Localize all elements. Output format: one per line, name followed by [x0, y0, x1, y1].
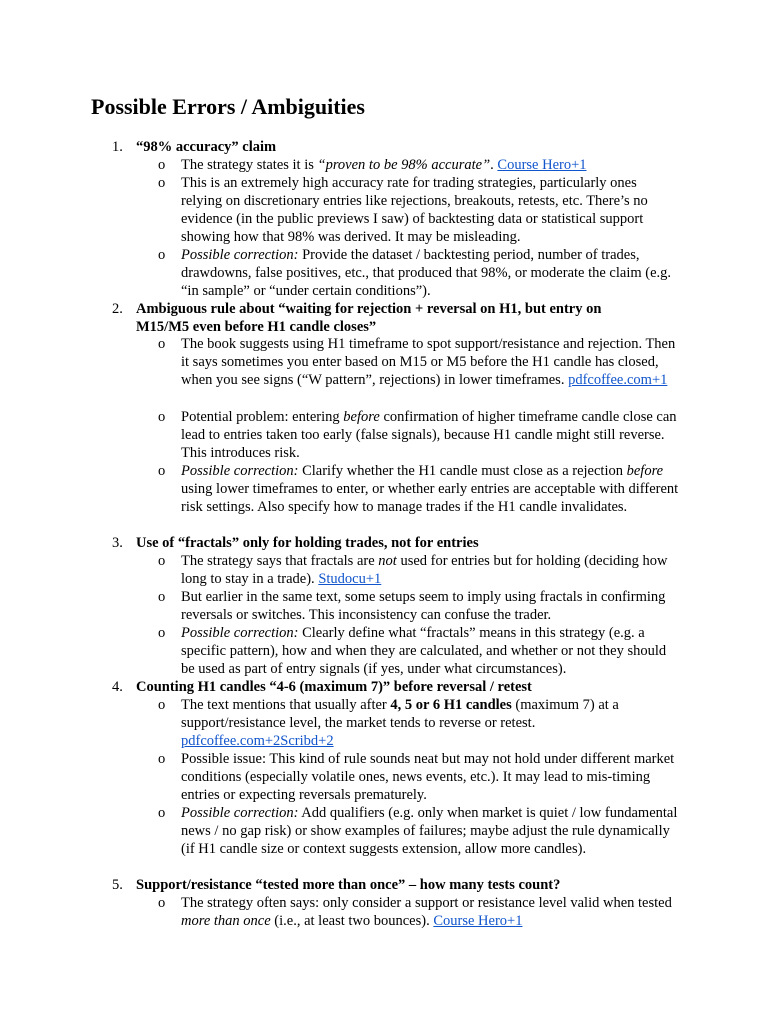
bullet-text — [181, 696, 681, 750]
item-heading: Use of “fractals” only for holding trades, not for entries — [136, 535, 479, 551]
bullet-text — [181, 156, 681, 174]
text-run: Add qualifiers (e.g. only when market is quiet / low fundamental news / no gap risk) or show examples of failures; maybe adjust the rule dynamically (if H1 candle size or context suggests extension, allow more candles). — [181, 805, 678, 857]
text-run: (i.e., at least two bounces). — [270, 913, 434, 929]
bullet-marker: o — [158, 157, 166, 173]
emphasis-text: before — [626, 463, 664, 479]
item-number: 1. — [112, 139, 123, 155]
text-run: This is an extremely high accuracy rate for trading strategies, particularly ones relying on discretionary entries like rejections, breakouts, retests, etc. There’s no evidence (in the public previews I saw) of backtesting data or statistical support showing how that 98% was derived. It may be misleading. — [181, 175, 648, 245]
source-link[interactable]: Course Hero+1 — [433, 913, 523, 929]
page-title: Possible Errors / Ambiguities — [91, 94, 365, 119]
bullet-text — [181, 804, 681, 858]
bullet-text — [181, 894, 681, 930]
text-run: The text mentions that usually after — [181, 697, 391, 713]
item-number: 2. — [112, 301, 123, 317]
text-run: Potential problem: entering — [181, 409, 344, 425]
item-heading: Support/resistance “tested more than once” – how many tests count? — [136, 877, 561, 893]
text-run: The strategy says that fractals are — [181, 553, 379, 569]
emphasis-text: “proven to be 98% accurate” — [317, 157, 491, 173]
source-link[interactable]: pdfcoffee.com+1 — [568, 372, 668, 388]
item-number: 4. — [112, 679, 123, 695]
bullet-marker: o — [158, 895, 166, 911]
emphasis-text: Possible correction: — [181, 463, 299, 479]
source-link[interactable]: Course Hero+1 — [497, 157, 587, 173]
source-link[interactable]: pdfcoffee.com+2Scribd+2 — [181, 733, 334, 749]
bullet-marker: o — [158, 625, 166, 641]
text-run: confirmation of higher timeframe candle close can lead to entries taken too early (false signals), because H1 candle might still reverse. This introduces risk. — [181, 409, 677, 461]
bullet-text — [181, 750, 681, 804]
text-run: The strategy states it is — [181, 157, 318, 173]
bullet-text — [181, 174, 681, 246]
text-run: using lower timeframes to enter, or whether early entries are acceptable with different risk settings. Also specify how to manage trades if the H1 candle invalidates. — [181, 481, 679, 515]
bullet-text — [181, 335, 681, 389]
bullet-marker: o — [158, 697, 166, 713]
bullet-text — [181, 588, 681, 624]
bullet-marker: o — [158, 553, 166, 569]
bullet-text — [181, 552, 681, 588]
bullet-marker: o — [158, 247, 166, 263]
text-run: Provide the dataset / backtesting period, number of trades, drawdowns, false positives, etc., that produced that 98%, or moderate the claim (e.g. “in sample” or “under certain conditions”). — [181, 247, 672, 299]
item-heading: “98% accuracy” claim — [136, 139, 277, 155]
item-number: 3. — [112, 535, 123, 551]
bullet-text — [181, 462, 681, 516]
text-run: Possible issue: This kind of rule sounds neat but may not hold under different market conditions (especially volatile ones, news events, etc.). It may lead to mis-timing entries or expecting reversals prematurely. — [181, 751, 675, 803]
text-run: . — [490, 157, 498, 173]
text-run: The book suggests using H1 timeframe to spot support/resistance and rejection. Then it says sometimes you enter based on M15 or M5 before the H1 candle has closed, when you see signs (“W pattern”, rejections) in lower timeframes. — [181, 336, 676, 388]
emphasis-text: Possible correction: — [181, 247, 299, 263]
bullet-marker: o — [158, 409, 166, 425]
source-link[interactable]: Studocu+1 — [318, 571, 382, 587]
bold-text: 4, 5 or 6 H1 candles — [390, 697, 512, 713]
bullet-marker: o — [158, 751, 166, 767]
bullet-marker: o — [158, 805, 166, 821]
bullet-marker: o — [158, 463, 166, 479]
text-run: But earlier in the same text, some setups seem to imply using fractals in confirming reversals or switches. This inconsistency can confuse the trader. — [181, 589, 666, 623]
item-heading: Counting H1 candles “4-6 (maximum 7)” before reversal / retest — [136, 679, 532, 695]
bullet-marker: o — [158, 336, 166, 352]
bullet-text — [181, 246, 681, 300]
emphasis-text: Possible correction: — [181, 805, 299, 821]
bullet-text — [181, 624, 681, 678]
emphasis-text: Possible correction: — [181, 625, 299, 641]
emphasis-text: more than once — [181, 913, 271, 929]
text-run: Clarify whether the H1 candle must close as a rejection — [298, 463, 627, 479]
bullet-text — [181, 408, 681, 462]
emphasis-text: before — [343, 409, 380, 425]
bullet-marker: o — [158, 589, 166, 605]
text-run: The strategy often says: only consider a support or resistance level valid when tested — [181, 895, 672, 911]
text-run: Clearly define what “fractals” means in this strategy (e.g. a specific pattern), how and when they are calculated, and whether or not they should be used as part of entry signals (if yes, under what circumstances). — [181, 625, 667, 677]
item-number: 5. — [112, 877, 123, 893]
emphasis-text: not — [378, 553, 397, 569]
bullet-marker: o — [158, 175, 166, 191]
text-run: (maximum 7) at a support/resistance level, the market tends to reverse or retest. — [181, 697, 619, 731]
item-heading: Ambiguous rule about “waiting for rejection + reversal on H1, but entry on M15/M5 even before H1 candle closes” — [136, 301, 602, 335]
text-run: used for entries but for holding (deciding how long to stay in a trade). — [181, 553, 668, 587]
